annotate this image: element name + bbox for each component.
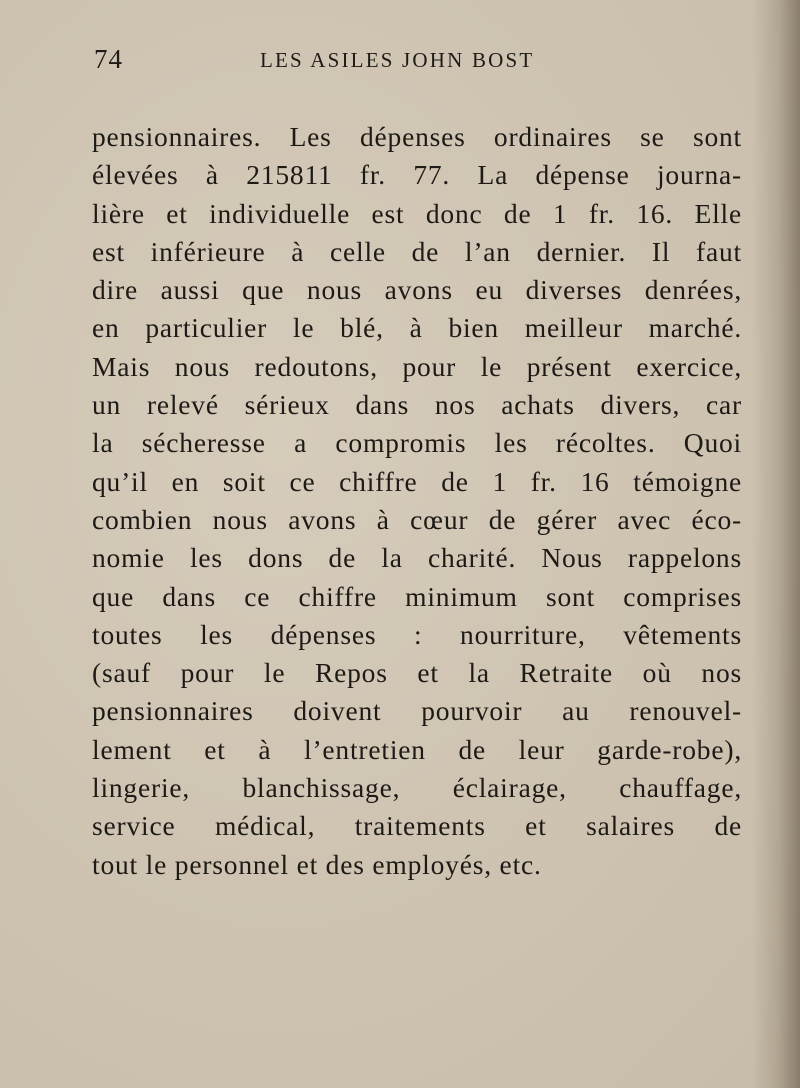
text-line: un relevé sérieux dans nos achats divers, car (92, 389, 742, 421)
running-title: LES ASILES JOHN BOST (260, 48, 535, 72)
text-line: tout le personnel et des employés, etc. (92, 848, 542, 880)
text-line: nomie les dons de la charité. Nous rappelons (92, 542, 742, 574)
text-line: qu’il en soit ce chiffre de 1 fr. 16 témoigne (92, 465, 742, 497)
text-line: dire aussi que nous avons eu diverses denrées, (92, 274, 742, 306)
text-line: pensionnaires doivent pourvoir au renouvel- (92, 695, 742, 727)
text-line: Mais nous redoutons, pour le présent exercice, (92, 350, 742, 382)
text-line: lement et à l’entretien de leur garde-robe), (92, 733, 742, 765)
text-line: (sauf pour le Repos et la Retraite où nos (92, 657, 742, 689)
body-text (92, 118, 742, 884)
text-line: lière et individuelle est donc de 1 fr. 16. Elle (92, 197, 742, 229)
text-line: service médical, traitements et salaires de (92, 810, 742, 842)
text-line: pensionnaires. Les dépenses ordinaires se sont (92, 121, 742, 152)
page-edge-shadow (752, 0, 800, 1088)
text-line: que dans ce chiffre minimum sont comprises (92, 580, 742, 612)
text-line: en particulier le blé, à bien meilleur marché. (92, 312, 742, 344)
text-line: élevées à 215811 fr. 77. La dépense journa- (92, 159, 742, 191)
text-line: est inférieure à celle de l’an dernier. Il faut (92, 235, 742, 267)
page-number: 74 (94, 44, 123, 74)
text-line: toutes les dépenses : nourriture, vêtements (92, 618, 742, 650)
text-line: combien nous avons à cœur de gérer avec éco- (92, 503, 742, 535)
text-line: la sécheresse a compromis les récoltes. Quoi (92, 427, 742, 459)
text-line: lingerie, blanchissage, éclairage, chauffage, (92, 772, 742, 804)
page-header (94, 44, 734, 78)
